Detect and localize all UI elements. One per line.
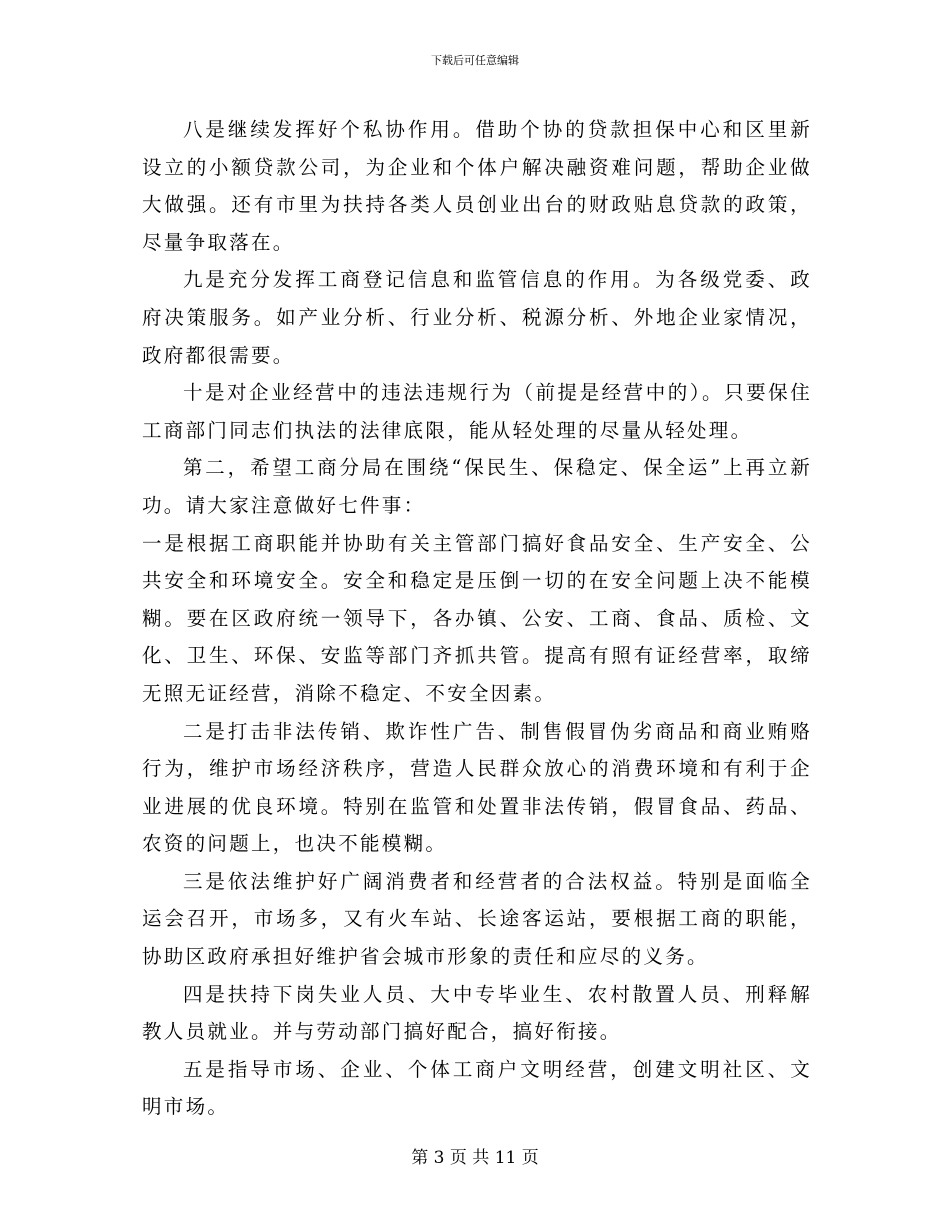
paragraph-section-two: 第二，希望工商分局在围绕“保民生、保稳定、保全运”上再立新功。请大家注意做好七件事： bbox=[142, 456, 812, 517]
page-body bbox=[142, 111, 812, 1126]
paragraph-item-8: 八是继续发挥好个私协作用。借助个协的贷款担保中心和区里新设立的小额贷款公司，为企业和个体户解决融资难问题，帮助企业做大做强。还有市里为扶持各类人员创业出台的财政贴息贷款的政策，尽量争取落在。 bbox=[142, 118, 812, 254]
paragraph-task-5: 五是指导市场、企业、个体工商户文明经营，创建文明社区、文明市场。 bbox=[142, 1057, 812, 1119]
paragraph-task-3: 三是依法维护好广阔消费者和经营者的合法权益。特别是面临全运会召开，市场多，又有火车站、长途客运站，要根据工商的职能，协助区政府承担好维护省会城市形象的责任和应尽的义务。 bbox=[142, 869, 812, 969]
paragraph-task-4: 四是扶持下岗失业人员、大中专毕业生、农村散置人员、刑释解教人员就业。并与劳动部门搞好配合，搞好衔接。 bbox=[142, 982, 812, 1044]
paragraph-task-2: 二是打击非法传销、欺诈性广告、制售假冒伪劣商品和商业贿赂行为，维护市场经济秩序，营造人民群众放心的消费环境和有利于企业进展的优良环境。特别在监管和处置非法传销，假冒食品、药品、农资的问题上，也决不能模糊。 bbox=[142, 719, 812, 856]
paragraph-item-10: 十是对企业经营中的违法违规行为（前提是经营中的）。只要保住工商部门同志们执法的法律底限，能从轻处理的尽量从轻处理。 bbox=[142, 381, 812, 442]
paragraph-task-1: 一是根据工商职能并协助有关主管部门搞好食品安全、生产安全、公共安全和环境安全。安全和稳定是压倒一切的在安全问题上决不能模糊。要在区政府统一领导下，各办镇、公安、工商、食品、质检、文化、卫生、环保、安监等部门齐抓共管。提高有照有证经营率，取缔无照无证经营，消除不稳定、不安全因素。 bbox=[142, 531, 812, 705]
paragraph-item-9: 九是充分发挥工商登记信息和监管信息的作用。为各级党委、政府决策服务。如产业分析、行业分析、税源分析、外地企业家情况，政府都很需要。 bbox=[142, 268, 812, 367]
page-number: 第 3 页 共 11 页 bbox=[411, 1148, 539, 1168]
header-note: 下载后可任意编辑 bbox=[431, 54, 519, 67]
